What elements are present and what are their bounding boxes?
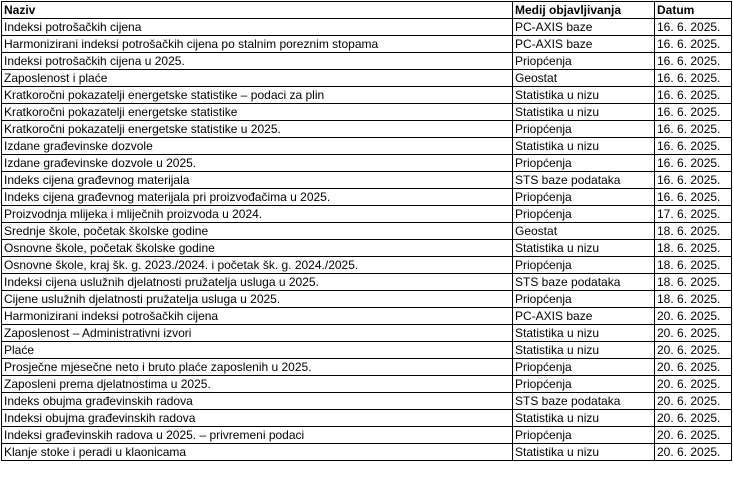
cell-naziv: Zaposlenost – Administrativni izvori xyxy=(2,325,513,342)
table-row xyxy=(2,36,732,53)
cell-naziv: Izdane građevinske dozvole u 2025. xyxy=(2,155,513,172)
table-row xyxy=(2,223,732,240)
cell-medij: PC-AXIS baze xyxy=(513,19,655,36)
table-row xyxy=(2,257,732,274)
table-row xyxy=(2,342,732,359)
table-row xyxy=(2,189,732,206)
cell-naziv: Klanje stoke i peradi u klaonicama xyxy=(2,444,513,461)
cell-naziv: Plaće xyxy=(2,342,513,359)
cell-datum: 16. 6. 2025. xyxy=(655,36,732,53)
table-row xyxy=(2,138,732,155)
cell-medij: Priopćenja xyxy=(513,359,655,376)
cell-naziv: Harmonizirani indeksi potrošačkih cijena xyxy=(2,308,513,325)
cell-datum: 18. 6. 2025. xyxy=(655,274,732,291)
cell-datum: 16. 6. 2025. xyxy=(655,155,732,172)
table-row xyxy=(2,325,732,342)
cell-datum: 16. 6. 2025. xyxy=(655,189,732,206)
cell-datum: 16. 6. 2025. xyxy=(655,87,732,104)
cell-datum: 20. 6. 2025. xyxy=(655,393,732,410)
cell-datum: 17. 6. 2025. xyxy=(655,206,732,223)
cell-naziv: Cijene uslužnih djelatnosti pružatelja usluga u 2025. xyxy=(2,291,513,308)
cell-naziv: Kratkoročni pokazatelji energetske statistike – podaci za plin xyxy=(2,87,513,104)
cell-medij: Priopćenja xyxy=(513,376,655,393)
cell-datum: 16. 6. 2025. xyxy=(655,70,732,87)
cell-naziv: Osnovne škole, kraj šk. g. 2023./2024. i početak šk. g. 2024./2025. xyxy=(2,257,513,274)
cell-datum: 20. 6. 2025. xyxy=(655,342,732,359)
cell-naziv: Indeksi obujma građevinskih radova xyxy=(2,410,513,427)
cell-medij: Priopćenja xyxy=(513,121,655,138)
cell-medij: Priopćenja xyxy=(513,155,655,172)
table-row xyxy=(2,427,732,444)
cell-naziv: Zaposlenost i plaće xyxy=(2,70,513,87)
cell-medij: Statistika u nizu xyxy=(513,410,655,427)
table-row xyxy=(2,376,732,393)
cell-naziv: Indeksi cijena uslužnih djelatnosti pružatelja usluga u 2025. xyxy=(2,274,513,291)
table-row xyxy=(2,274,732,291)
cell-datum: 20. 6. 2025. xyxy=(655,410,732,427)
table-row xyxy=(2,240,732,257)
cell-medij: Statistika u nizu xyxy=(513,87,655,104)
cell-medij: Priopćenja xyxy=(513,189,655,206)
table-row xyxy=(2,410,732,427)
cell-medij: Statistika u nizu xyxy=(513,444,655,461)
table-row xyxy=(2,172,732,189)
cell-datum: 16. 6. 2025. xyxy=(655,172,732,189)
table-row xyxy=(2,87,732,104)
cell-datum: 16. 6. 2025. xyxy=(655,19,732,36)
cell-datum: 20. 6. 2025. xyxy=(655,325,732,342)
cell-datum: 18. 6. 2025. xyxy=(655,257,732,274)
cell-naziv: Indeks cijena građevnog materijala xyxy=(2,172,513,189)
cell-naziv: Srednje škole, početak školske godine xyxy=(2,223,513,240)
cell-datum: 16. 6. 2025. xyxy=(655,53,732,70)
cell-naziv: Harmonizirani indeksi potrošačkih cijena po stalnim poreznim stopama xyxy=(2,36,513,53)
cell-medij: Statistika u nizu xyxy=(513,104,655,121)
table-row xyxy=(2,291,732,308)
cell-medij: Geostat xyxy=(513,70,655,87)
cell-datum: 18. 6. 2025. xyxy=(655,291,732,308)
table-row xyxy=(2,70,732,87)
column-header-medij: Medij objavljivanja xyxy=(513,2,655,19)
cell-naziv: Kratkoročni pokazatelji energetske statistike xyxy=(2,104,513,121)
cell-medij: STS baze podataka xyxy=(513,274,655,291)
table-row xyxy=(2,155,732,172)
cell-naziv: Indeks obujma građevinskih radova xyxy=(2,393,513,410)
cell-datum: 20. 6. 2025. xyxy=(655,444,732,461)
cell-datum: 20. 6. 2025. xyxy=(655,427,732,444)
cell-naziv: Proizvodnja mlijeka i mliječnih proizvoda u 2024. xyxy=(2,206,513,223)
column-header-datum: Datum xyxy=(655,2,732,19)
cell-naziv: Zaposleni prema djelatnostima u 2025. xyxy=(2,376,513,393)
cell-datum: 16. 6. 2025. xyxy=(655,104,732,121)
table-row xyxy=(2,206,732,223)
cell-medij: Priopćenja xyxy=(513,291,655,308)
cell-medij: Statistika u nizu xyxy=(513,138,655,155)
cell-medij: Geostat xyxy=(513,223,655,240)
table-body xyxy=(2,19,732,461)
cell-medij: STS baze podataka xyxy=(513,172,655,189)
cell-datum: 18. 6. 2025. xyxy=(655,223,732,240)
cell-datum: 18. 6. 2025. xyxy=(655,240,732,257)
cell-medij: Priopćenja xyxy=(513,53,655,70)
cell-naziv: Osnovne škole, početak školske godine xyxy=(2,240,513,257)
table-row xyxy=(2,53,732,70)
cell-medij: PC-AXIS baze xyxy=(513,36,655,53)
table-row xyxy=(2,308,732,325)
cell-datum: 20. 6. 2025. xyxy=(655,376,732,393)
cell-medij: Priopćenja xyxy=(513,427,655,444)
publication-table-container xyxy=(1,1,732,461)
cell-naziv: Prosječne mjesečne neto i bruto plaće zaposlenih u 2025. xyxy=(2,359,513,376)
cell-medij: Priopćenja xyxy=(513,257,655,274)
cell-naziv: Kratkoročni pokazatelji energetske statistike u 2025. xyxy=(2,121,513,138)
table-row xyxy=(2,121,732,138)
cell-naziv: Indeksi građevinskih radova u 2025. – privremeni podaci xyxy=(2,427,513,444)
cell-datum: 20. 6. 2025. xyxy=(655,359,732,376)
cell-naziv: Indeksi potrošačkih cijena u 2025. xyxy=(2,53,513,70)
table-row xyxy=(2,104,732,121)
table-row xyxy=(2,393,732,410)
table-row xyxy=(2,444,732,461)
header-row xyxy=(2,2,732,19)
publication-table xyxy=(1,1,732,461)
cell-medij: Statistika u nizu xyxy=(513,325,655,342)
cell-datum: 16. 6. 2025. xyxy=(655,138,732,155)
cell-naziv: Indeksi potrošačkih cijena xyxy=(2,19,513,36)
cell-datum: 16. 6. 2025. xyxy=(655,121,732,138)
cell-medij: PC-AXIS baze xyxy=(513,308,655,325)
cell-naziv: Izdane građevinske dozvole xyxy=(2,138,513,155)
cell-datum: 20. 6. 2025. xyxy=(655,308,732,325)
cell-naziv: Indeks cijena građevnog materijala pri proizvođačima u 2025. xyxy=(2,189,513,206)
cell-medij: Statistika u nizu xyxy=(513,240,655,257)
cell-medij: Statistika u nizu xyxy=(513,342,655,359)
column-header-naziv: Naziv xyxy=(2,2,513,19)
table-row xyxy=(2,19,732,36)
cell-medij: STS baze podataka xyxy=(513,393,655,410)
cell-medij: Priopćenja xyxy=(513,206,655,223)
table-row xyxy=(2,359,732,376)
